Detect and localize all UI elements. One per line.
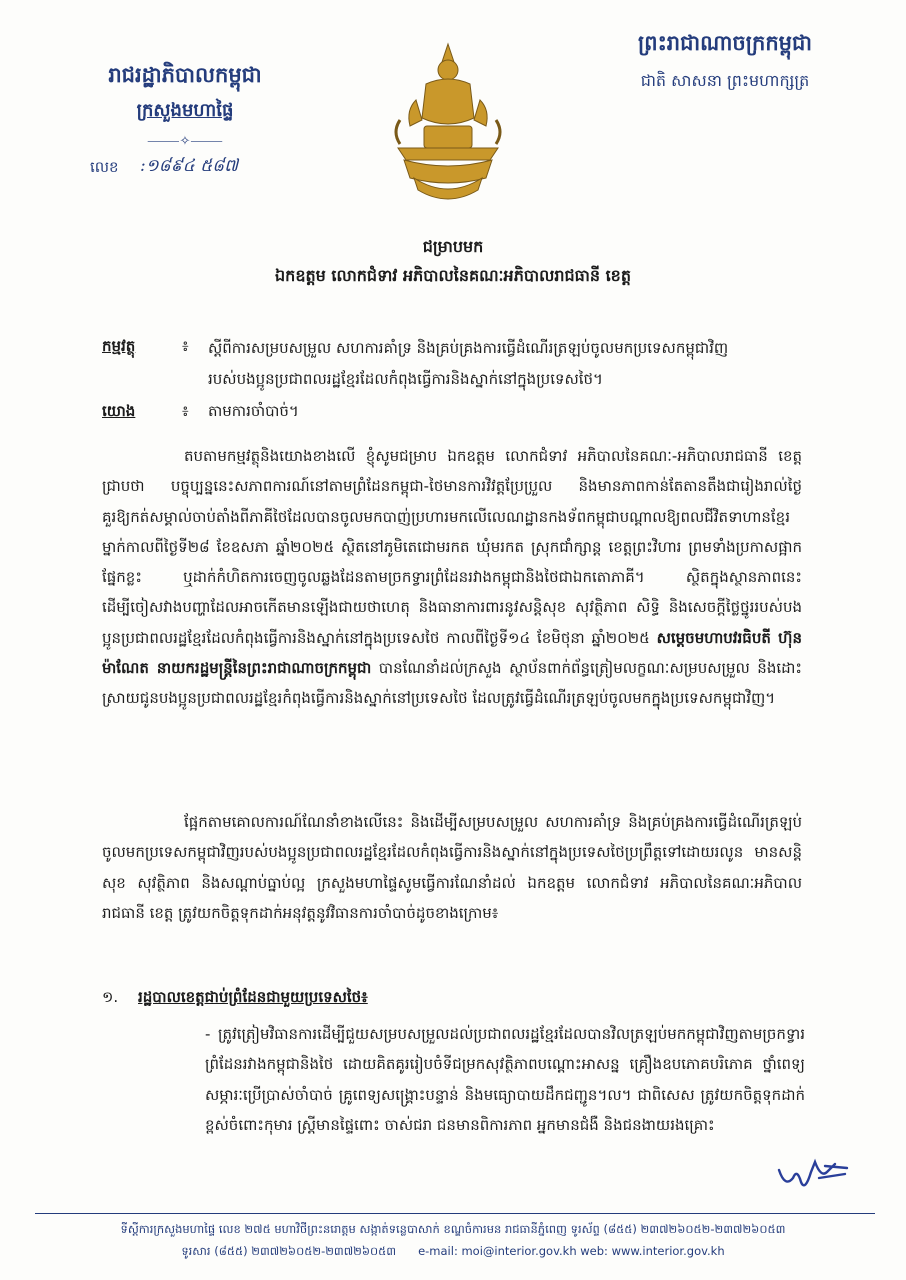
subject-colon: ៖ <box>182 337 189 355</box>
reference-colon: ៖ <box>182 402 189 420</box>
reference-number-label: លេខ <box>90 158 119 176</box>
reference-number: :១៨៩៤ ៥៨៧ <box>140 156 239 176</box>
prime-minister-name: សម្តេចមហាបវរធិបតី ហ៊ុន ម៉ាណែត នាយករដ្ឋមន្ត្រីនៃព្រះរាជាណាចក្រកម្ពុជា <box>102 628 802 678</box>
body-paragraph-1 <box>102 441 802 714</box>
addressee-line: ឯកឧត្តម លោកជំទាវ អភិបាលនៃគណៈអភិបាលរាជធានី ខេត្ត <box>275 266 631 285</box>
footer-contact <box>0 1244 906 1261</box>
footer-fax: ទូរសារ (៨៥៥) ២៣៧២៦០៥២-២៣៧២៦០៥៣ <box>181 1244 397 1258</box>
ministry-emblem-icon <box>378 40 518 212</box>
paragraph-1-end: បានណែនាំដល់ក្រសួង ស្ថាប័នពាក់ព័ន្ធត្រៀមលក្ខណៈសម្របសម្រួល និងដោះស្រាយជូនបងប្អូនប្រជាពលរដ្ឋខ្មែរកំពុងធ្វើការនិងស្នាក់នៅប្រទេសថៃ ដែលត្រូវធ្វើដំណើរត្រឡប់ចូលមកក្នុងប្រទេសកម្ពុជាវិញ។ <box>102 659 802 708</box>
section-1-heading <box>102 988 368 1010</box>
ministry-name: ក្រសួងមហាផ្ទៃ <box>136 100 234 121</box>
section-1-bullet: - ត្រូវត្រៀមវិធានការដើម្បីជួយសម្របសម្រួលដល់ប្រជាពលរដ្ឋខ្មែរដែលបានវិលត្រឡប់មកកម្ពុជាវិញតាមច្រកទ្វារព្រំដែនរវាងកម្ពុជានិងថៃ ដោយគិតគូររៀបចំទីជម្រកសុវត្ថិភាពបណ្តោះអាសន្ន គ្រឿងឧបភោគបរិភោគ ថ្នាំពេទ្យ សម្ភារៈប្រើប្រាស់ចាំបាច់ គ្រូពេទ្យសង្គ្រោះបន្ទាន់ និងមធ្យោបាយដឹកជញ្ជូន។ល។ ជាពិសេស ត្រូវយកចិត្តទុកដាក់ខ្ពស់ចំពោះកុមារ ស្ត្រីមានផ្ទៃពោះ ចាស់ជរា ជនមានពិការភាព អ្នកមានជំងឺ និងជនងាយរងគ្រោះ <box>205 1025 805 1134</box>
national-motto: ជាតិ សាសនា ព្រះមហាក្សត្រ <box>640 71 810 90</box>
section-1-title: រដ្ឋបាលខេត្តជាប់ព្រំដែនជាមួយប្រទេសថៃ៖ <box>138 988 368 1006</box>
subject-label: កម្មវត្ថុ <box>102 337 136 355</box>
footer-divider <box>35 1213 875 1214</box>
salutation: ជម្រាបមក <box>422 237 484 256</box>
body-paragraph-2: ផ្អែកតាមគោលការណ៍ណែនាំខាងលើនេះ និងដើម្បីសម្របសម្រួល សហការគាំទ្រ និងគ្រប់គ្រងការធ្វើដំណើរត្រឡប់ចូលមកប្រទេសកម្ពុជាវិញរបស់បងប្អូនប្រជាពលរដ្ឋខ្មែរដែលកំពុងធ្វើការនិងស្នាក់នៅក្នុងប្រទេសថៃប្រព្រឹត្តទៅដោយរលូន មានសន្តិសុខ សុវត្ថិភាព និងសណ្តាប់ធ្នាប់ល្អ ក្រសួងមហាផ្ទៃសូមធ្វើការណែនាំដល់ ឯកឧត្តម លោកជំទាវ អភិបាលនៃគណៈអភិបាលរាជធានី ខេត្ត ត្រូវយកចិត្តទុកដាក់អនុវត្តនូវវិធានការចាំបាច់ដូចខាងក្រោម៖ <box>102 813 802 922</box>
footer-email[interactable]: e-mail: moi@interior.gov.kh <box>418 1244 577 1258</box>
footer-web[interactable]: web: www.interior.gov.kh <box>580 1244 725 1258</box>
government-title: រាជរដ្ឋាភិបាលកម្ពុជា <box>108 63 262 87</box>
initials-signature-icon <box>775 1148 853 1198</box>
subject-text: ស្តីពីការសម្របសម្រួល សហការគាំទ្រ និងគ្រប់គ្រងការធ្វើដំណើរត្រឡប់ចូលមកប្រទេសកម្ពុជាវិញរបស់បងប្អូនប្រជាពលរដ្ឋខ្មែរដែលកំពុងធ្វើការនិងស្នាក់នៅក្នុងប្រទេសថៃ។ <box>208 339 729 388</box>
reference-label: យោង <box>102 402 136 420</box>
kingdom-title: ព្រះរាជាណាចក្រកម្ពុជា <box>637 31 812 55</box>
ornament-divider: ⸻✧⸻ <box>147 134 223 149</box>
footer-address: ទីស្តីការក្រសួងមហាផ្ទៃ លេខ ២៧៥ មហាវិថីព្រះនរោត្តម សង្កាត់ទន្លេបាសាក់ ខណ្ឌចំការមន រាជធានីភ្នំពេញ ទូរស័ព្ទ (៨៥៥) ២៣៧២៦០៥២-២៣៧២៦០៥៣ <box>120 1222 786 1236</box>
section-1-number: ១. <box>102 988 119 1006</box>
paragraph-1-text: តបតាមកម្មវត្ថុនិងយោងខាងលើ ខ្ញុំសូមជម្រាប ឯកឧត្តម លោកជំទាវ អភិបាលនៃគណៈ-អភិបាលរាជធានី ខេត្ត ជ្រាបថា បច្ចុប្បន្ននេះសភាពការណ៍នៅតាមព្រំដែនកម្ពុជា-ថៃមានការវិវត្តប្រែប្រួល និងមានភាពកាន់តែតានតឹងជារៀងរាល់ថ្ងៃគួរឱ្យកត់សម្គាល់ចាប់តាំងពីភាគីថៃដែលបានចូលមកបាញ់ប្រហារមកលើលេណដ្ឋានកងទ័ពកម្ពុជាបណ្តាលឱ្យពលជីវិតទាហានខ្មែរម្នាក់កាលពីថ្ងៃទី២៨ ខែឧសភា ឆ្នាំ២០២៥ ស្ថិតនៅភូមិតេជោមរកត ឃុំមរកត ស្រុកជាំក្សាន្ត ខេត្តព្រះវិហារ ព្រមទាំងប្រកាសផ្អាកផ្នែកខ្លះ ឬដាក់កំហិតការចេញចូលឆ្លងដែនតាមច្រកទ្វារព្រំដែនរវាងកម្ពុជានិងថៃជាឯកតោភាគី។ ស្ថិតក្នុងស្ថានភាពនេះ ដើម្បីចៀសវាងបញ្ហាដែលអាចកើតមានឡើងជាយថាហេតុ និងធានាការពារនូវសន្តិសុខ សុវត្ថិភាព សិទ្ធិ និងសេចក្តីថ្លៃថ្នូររបស់បងប្អូនប្រជាពលរដ្ឋខ្មែរដែលកំពុងធ្វើការនិងស្នាក់នៅក្នុងប្រទេសថៃ កាលពីថ្ងៃទី១៤ ខែមិថុនា ឆ្នាំ២០២៥ <box>102 447 802 647</box>
reference-text: តាមការចាំបាច់។ <box>208 402 299 420</box>
